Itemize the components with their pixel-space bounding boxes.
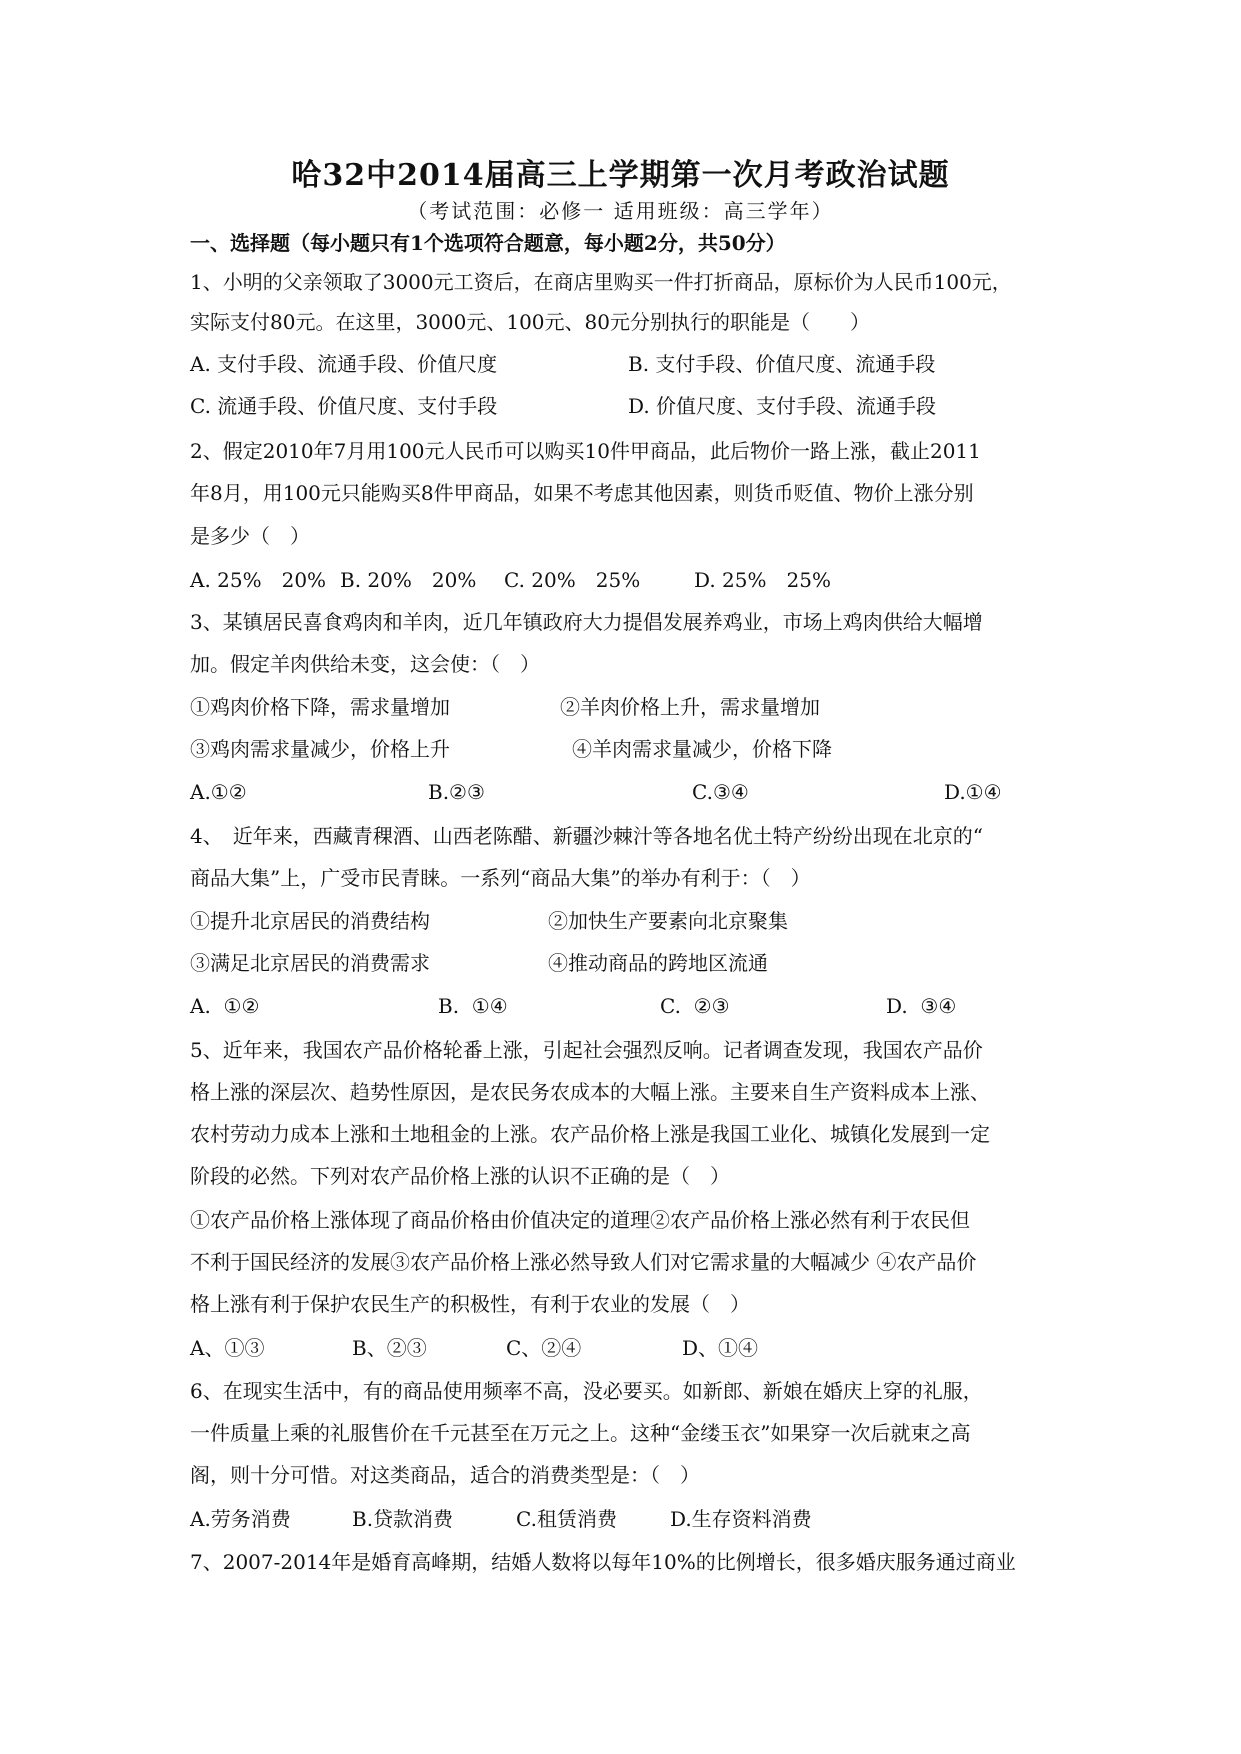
question-5-line-4: 阶段的必然。下列对农产品价格上涨的认识不正确的是（ ） xyxy=(190,1164,730,1188)
question-5-line-1: 5、近年来，我国农产品价格轮番上涨，引起社会强烈反响。记者调查发现，我国农产品价 xyxy=(190,1038,983,1062)
question-5-line-7: 格上涨有利于保护农民生产的积极性，有利于农业的发展（ ） xyxy=(190,1292,750,1316)
question-6-option-b: B.贷款消费 xyxy=(352,1507,454,1531)
question-2-option-d: D. 25% 25% xyxy=(694,568,831,592)
question-3-line-1: 3、某镇居民喜食鸡肉和羊肉，近几年镇政府大力提倡发展养鸡业，市场上鸡肉供给大幅增 xyxy=(190,610,983,634)
question-3-line-2: 加。假定羊肉供给未变，这会使：（ ） xyxy=(190,652,540,676)
question-5-option-b: B、②③ xyxy=(352,1336,427,1360)
question-5-option-c: C、②④ xyxy=(506,1336,582,1360)
question-4-option-b: B. ①④ xyxy=(438,994,508,1018)
question-3-option-a: A.①② xyxy=(190,780,247,804)
question-3-statement-1: ①鸡肉价格下降，需求量增加 xyxy=(190,695,450,719)
question-2-option-a: A. 25% 20% xyxy=(190,568,327,592)
question-4-line-2: 商品大集”上，广受市民青睐。一系列“商品大集”的举办有利于：（ ） xyxy=(190,866,811,890)
question-6-option-a: A.劳务消费 xyxy=(190,1507,291,1531)
question-6-option-d: D.生存资料消费 xyxy=(670,1507,812,1531)
question-5-line-6: 不利于国民经济的发展③农产品价格上涨必然导致人们对它需求量的大幅减少 ④农产品价 xyxy=(190,1250,977,1274)
question-1-option-c: C. 流通手段、价值尺度、支付手段 xyxy=(190,394,498,418)
question-3-option-d: D.①④ xyxy=(944,780,1002,804)
question-3-statement-4: ④羊肉需求量减少，价格下降 xyxy=(572,737,832,761)
question-2-line-3: 是多少（ ） xyxy=(190,524,310,548)
question-3-statement-3: ③鸡肉需求量减少，价格上升 xyxy=(190,737,450,761)
question-5-option-a: A、①③ xyxy=(190,1336,265,1360)
question-4-statement-4: ④推动商品的跨地区流通 xyxy=(548,951,768,975)
question-3-option-b: B.②③ xyxy=(428,780,485,804)
question-6-line-2: 一件质量上乘的礼服售价在千元甚至在万元之上。这种“金缕玉衣”如果穿一次后就束之高 xyxy=(190,1421,971,1445)
exam-title: 哈32中2014届高三上学期第一次月考政治试题 xyxy=(291,158,950,193)
question-2-line-1: 2、假定2010年7月用100元人民币可以购买10件甲商品，此后物价一路上涨，截止2011 xyxy=(190,439,981,463)
question-5-line-2: 格上涨的深层次、趋势性原因，是农民务农成本的大幅上涨。主要来自生产资料成本上涨、 xyxy=(190,1080,990,1104)
question-1-option-a: A. 支付手段、流通手段、价值尺度 xyxy=(190,352,498,376)
question-4-option-a: A. ①② xyxy=(190,994,260,1018)
question-4-option-c: C. ②③ xyxy=(660,994,730,1018)
question-6-option-c: C.租赁消费 xyxy=(516,1507,617,1531)
exam-subtitle: （考试范围：必修一 适用班级：高三学年） xyxy=(407,199,834,223)
question-1-option-d: D. 价值尺度、支付手段、流通手段 xyxy=(628,394,937,418)
question-5-line-5: ①农产品价格上涨体现了商品价格由价值决定的道理②农产品价格上涨必然有利于农民但 xyxy=(190,1208,970,1232)
question-4-statement-1: ①提升北京居民的消费结构 xyxy=(190,909,430,933)
question-4-statement-2: ②加快生产要素向北京聚集 xyxy=(548,909,788,933)
question-2-line-2: 年8月，用100元只能购买8件甲商品，如果不考虑其他因素，则货币贬值、物价上涨分别 xyxy=(190,481,974,505)
section-heading: 一、选择题（每小题只有1个选项符合题意，每小题2分，共50分） xyxy=(190,231,786,255)
question-1-option-b: B. 支付手段、价值尺度、流通手段 xyxy=(628,352,936,376)
question-5-line-3: 农村劳动力成本上涨和土地租金的上涨。农产品价格上涨是我国工业化、城镇化发展到一定 xyxy=(190,1122,990,1146)
question-6-line-3: 阁，则十分可惜。对这类商品，适合的消费类型是：（ ） xyxy=(190,1463,700,1487)
question-3-option-c: C.③④ xyxy=(692,780,749,804)
question-5-option-d: D、①④ xyxy=(682,1336,759,1360)
question-2-option-b: B. 20% 20% xyxy=(340,568,477,592)
question-3-statement-2: ②羊肉价格上升，需求量增加 xyxy=(560,695,820,719)
question-4-line-1: 4、 近年来，西藏青稞酒、山西老陈醋、新疆沙棘汁等各地名优土特产纷纷出现在北京的“ xyxy=(190,824,983,848)
question-2-option-c: C. 20% 25% xyxy=(504,568,641,592)
question-1-line-2: 实际支付80元。在这里，3000元、100元、80元分别执行的职能是（ ） xyxy=(190,310,870,334)
question-1-line-1: 1、小明的父亲领取了3000元工资后，在商店里购买一件打折商品，原标价为人民币100元， xyxy=(190,270,1012,294)
question-4-option-d: D. ③④ xyxy=(886,994,957,1018)
question-6-line-1: 6、在现实生活中，有的商品使用频率不高，没必要买。如新郎、新娘在婚庆上穿的礼服， xyxy=(190,1379,983,1403)
question-7-line-1: 7、2007-2014年是婚育高峰期，结婚人数将以每年10%的比例增长，很多婚庆服务通过商业 xyxy=(190,1550,1016,1574)
question-4-statement-3: ③满足北京居民的消费需求 xyxy=(190,951,430,975)
